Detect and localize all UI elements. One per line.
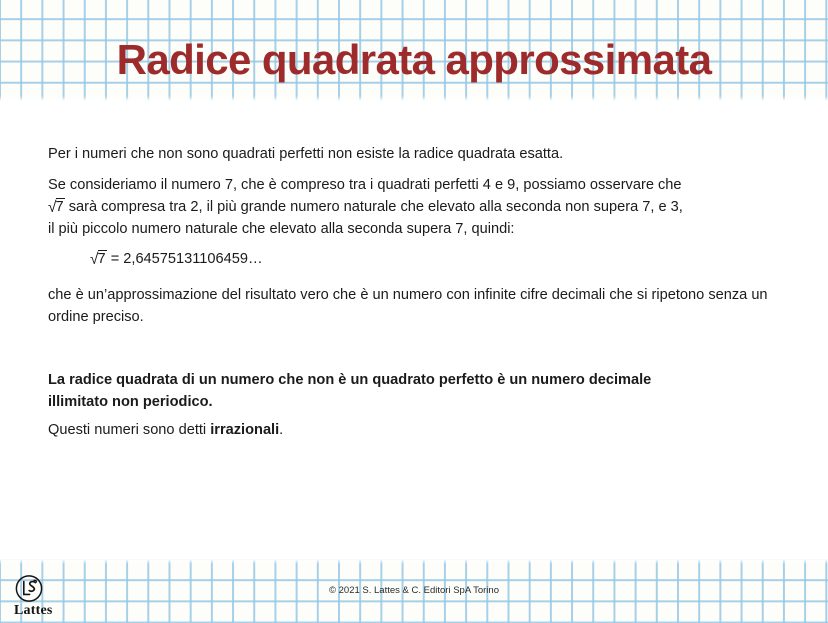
body-spacer bbox=[48, 337, 784, 369]
highlight-statement-line-1: La radice quadrata di un numero che non è un quadrato perfetto è un numero decimale bbox=[48, 372, 652, 388]
closing-prefix: Questi numeri sono detti bbox=[48, 422, 211, 438]
lattes-monogram-icon bbox=[13, 574, 47, 604]
paragraph-intro: Per i numeri che non sono quadrati perfetti non esiste la radice quadrata esatta. bbox=[48, 146, 564, 162]
copyright-notice: © 2021 S. Lattes & C. Editori SpA Torino bbox=[328, 585, 499, 596]
paragraph-closing bbox=[48, 419, 784, 441]
equation-radical-argument: 7 bbox=[97, 250, 106, 267]
equation-radical bbox=[90, 248, 107, 270]
paragraph-example-line-3: il più piccolo numero naturale che elevato alla seconda supera 7, quindi: bbox=[48, 221, 515, 237]
paragraph-explanation: che è un’approssimazione del risultato vero che è un numero con infinite cifre decimali che si ripetono senza un ordine preciso. bbox=[48, 287, 768, 325]
paragraph-example bbox=[48, 174, 784, 240]
highlight-statement-line-2: illimitato non periodico. bbox=[48, 394, 213, 410]
highlight-statement bbox=[48, 369, 784, 413]
closing-suffix: . bbox=[279, 422, 284, 438]
publisher-logo bbox=[13, 574, 71, 618]
paragraph-example-line-2-rest: sarà compresa tra 2, il più grande numero naturale che elevato alla seconda non supera 7, e 3, bbox=[64, 199, 683, 215]
equation-radical-sign-icon: √ bbox=[90, 250, 99, 268]
closing-keyword: irrazionali bbox=[210, 422, 280, 438]
slide-body bbox=[48, 143, 784, 450]
logo-wordmark: Lattes bbox=[14, 603, 53, 618]
equation-value: = 2,64575131106459… bbox=[106, 251, 263, 267]
radical-argument: 7 bbox=[55, 198, 64, 215]
equation-sqrt-seven bbox=[90, 248, 784, 270]
page-title: Radice quadrata approssimata bbox=[116, 36, 712, 83]
radical-sqrt-seven-inline bbox=[48, 196, 65, 218]
paragraph-example-line-1: Se consideriamo il numero 7, che è compreso tra i quadrati perfetti 4 e 9, possiamo osservare che bbox=[48, 177, 682, 193]
radical-sign-icon: √ bbox=[48, 198, 57, 216]
